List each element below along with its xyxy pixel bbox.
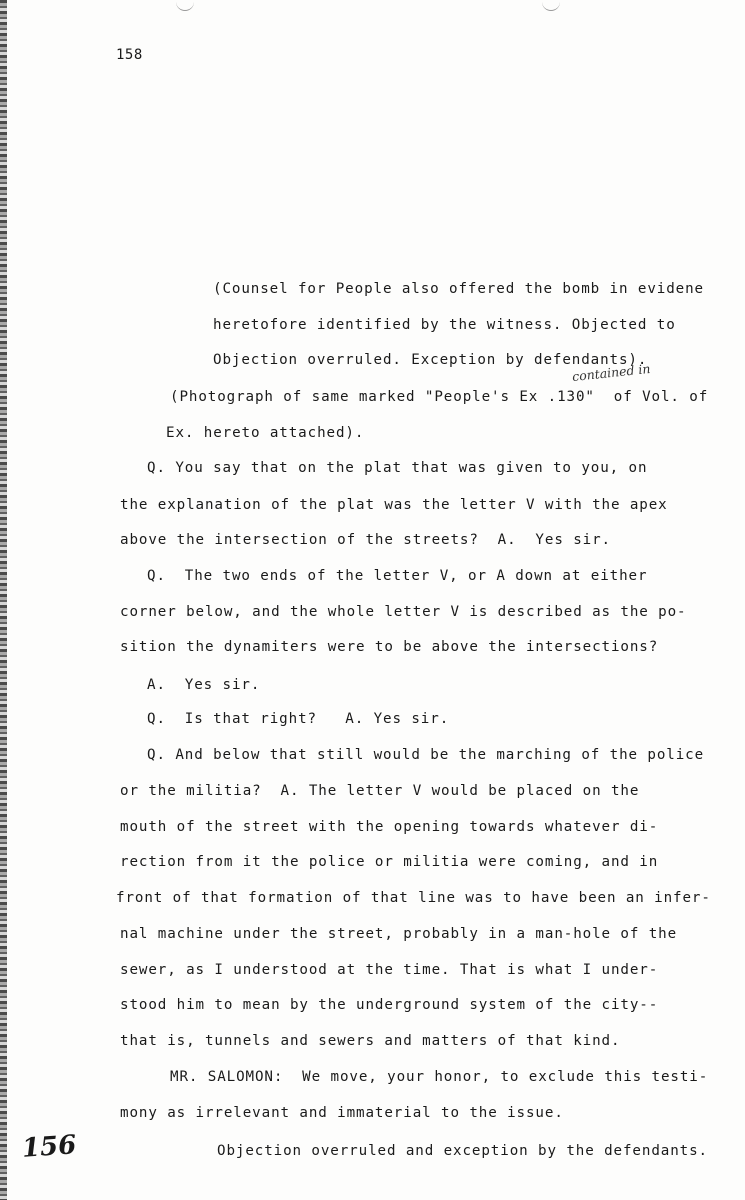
text-line: the explanation of the plat was the letter V with the apex <box>120 497 668 513</box>
text-line: that is, tunnels and sewers and matters of that kind. <box>120 1033 621 1049</box>
text-line: (Photograph of same marked "People's Ex .130" of Vol. of <box>170 389 709 405</box>
text-line: heretofore identified by the witness. Objected to <box>213 317 676 333</box>
text-line: above the intersection of the streets? A. Yes sir. <box>120 532 611 548</box>
text-line: stood him to mean by the underground system of the city-- <box>120 997 659 1013</box>
text-line: (Counsel for People also offered the bomb in evidene <box>213 281 704 297</box>
text-line: MR. SALOMON: We move, your honor, to exclude this testi- <box>170 1069 709 1085</box>
punch-hole-mark <box>176 0 194 11</box>
page-number: 158 <box>116 47 143 63</box>
text-line: Objection overruled. Exception by defendants). <box>213 352 648 368</box>
binding-edge <box>0 0 7 1200</box>
text-line: Q. Is that right? A. Yes sir. <box>147 711 450 727</box>
text-line: mony as irrelevant and immaterial to the issue. <box>120 1105 564 1121</box>
text-line: Q. The two ends of the letter V, or A down at either <box>147 568 648 584</box>
handwritten-annotation: contained in <box>571 360 652 385</box>
text-line: front of that formation of that line was to have been an infer- <box>116 890 711 906</box>
text-line: sition the dynamiters were to be above the intersections? <box>120 639 659 655</box>
punch-hole-mark <box>542 0 560 11</box>
text-line: corner below, and the whole letter V is described as the po- <box>120 604 687 620</box>
text-line: Objection overruled and exception by the defendants. <box>217 1143 708 1159</box>
text-line: Ex. hereto attached). <box>166 425 365 441</box>
text-line: sewer, as I understood at the time. That is what I under- <box>120 962 659 978</box>
text-line: A. Yes sir. <box>147 677 261 693</box>
handwritten-page-number: 156 <box>21 1130 78 1164</box>
text-line: nal machine under the street, probably in a man-hole of the <box>120 926 678 942</box>
text-line: or the militia? A. The letter V would be placed on the <box>120 783 640 799</box>
text-line: Q. You say that on the plat that was given to you, on <box>147 460 648 476</box>
text-line: rection from it the police or militia were coming, and in <box>120 854 659 870</box>
text-line: mouth of the street with the opening towards whatever di- <box>120 819 659 835</box>
text-line: Q. And below that still would be the marching of the police <box>147 747 705 763</box>
